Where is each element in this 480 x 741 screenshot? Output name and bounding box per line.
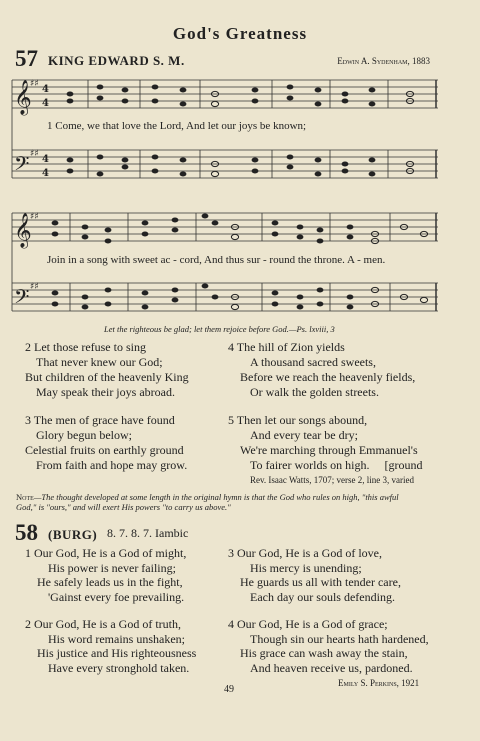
verse-line: But children of the heavenly King [25,370,189,384]
verse-line: Our God, He is a God of grace; [237,617,388,631]
hymn-57-tune: KING EDWARD S. M. [48,53,185,68]
verse-line: Or walk the golden streets. [250,385,379,399]
note-label: Note [16,492,34,502]
svg-text:4: 4 [42,154,49,165]
svg-text:4: 4 [42,168,49,179]
verse-line: From faith and hope may grow. [36,458,188,472]
verse-line: His power is never failing; [48,560,176,575]
verse-line: His justice and His righteousness [37,646,197,660]
verse-number: 4 [228,340,234,354]
hymn-58-tune: (BURG) [48,527,98,542]
verse-line: May speak their joys abroad. [36,385,175,399]
svg-text:4: 4 [42,84,49,95]
hymn-58-verses [0,546,480,686]
hymn-57-scripture: Let the righteous be glad; let them rejoice before God.—Ps. lxviii, 3 [104,324,335,334]
page-number: 49 [224,684,234,695]
verse-line: Though sin our hearts hath hardened, [250,631,429,646]
verse-line: That never knew our God; [36,355,163,369]
verse-number: 2 [25,340,31,354]
verse-number: 1 [25,546,31,560]
verse-line: Glory begun below; [36,428,132,442]
verse-2 [25,617,196,675]
verse-line: The hill of Zion yields [236,340,345,354]
verse-line: And heaven receive us, pardoned. [250,660,413,675]
hymn-58-author: Emily S. Perkins, 1921 [338,678,420,688]
svg-text:𝄢: 𝄢 [14,152,30,180]
hymn-58-meter: 8. 7. 8. 7. Iambic [107,526,189,540]
verse-1 [25,546,186,604]
verse-2 [25,340,189,400]
verse-number: 5 [228,413,234,427]
hymn-57-lyric-line-1: 1 Come, we that love the Lord, And let our joys be known; [47,120,307,132]
hymn-58-number: 58 [15,520,38,545]
verse-line: His grace can wash away the stain, [240,646,408,660]
verse-line: And every tear be dry; [250,428,358,442]
verse-line: He safely leads us in the fight, [37,575,183,589]
hymn-57-note [16,492,399,512]
svg-text:♯♯: ♯♯ [30,212,39,222]
verse-line: Before we reach the heavenly fields, [240,370,416,384]
svg-text:4: 4 [42,98,49,109]
svg-text:𝄞: 𝄞 [14,213,32,248]
verse-4 [228,617,429,675]
verse-line: His word remains unshaken; [48,631,185,646]
hymn-57-lyric-line-2: Join in a song with sweet ac - cord, And thus sur - round the throne. A - men. [47,254,386,266]
note-text: —The thought developed at some length in the original hymn is that the God who rules on high, "this awful [33,492,399,502]
verse-line: Celestial fruits on earthly ground [25,443,184,457]
svg-text:♯♯: ♯♯ [30,282,39,292]
verse-line: Our God, He is a God of might, [34,546,187,560]
verse-line: Have every stronghold taken. [48,660,190,675]
svg-text:♯♯: ♯♯ [30,79,39,89]
verse-line: His mercy is unending; [250,560,362,575]
verse-number: 3 [25,413,31,427]
svg-text:𝄢: 𝄢 [14,285,30,313]
verse-5 [228,413,422,473]
svg-text:♯♯: ♯♯ [30,149,39,159]
verse-line: To fairer worlds on high. [250,458,370,472]
verse-number: 4 [228,617,234,631]
verse-line: Our God, He is a God of love, [237,546,382,560]
verse-3 [228,546,401,604]
verse-4 [228,340,415,400]
note-text: God," is "ours," and will exert His powers "to carry us above." [16,502,231,512]
verse-line: Let those refuse to sing [34,340,146,354]
verse-carry-over: [ground [384,458,423,472]
hymn-57-verses [0,340,480,480]
verse-line: He guards us all with tender care, [240,575,401,589]
verse-number: 2 [25,617,31,631]
verse-line: Then let our songs abound, [236,413,368,427]
svg-text:𝄞: 𝄞 [14,80,32,115]
verse-line: Our God, He is a God of truth, [34,617,181,631]
verse-3 [25,413,187,473]
verse-line: Each day our souls defending. [250,589,395,604]
section-title: God's Greatness [172,24,308,43]
verse-number: 3 [228,546,234,560]
verse-line: The men of grace have found [33,413,175,427]
verse-line: A thousand sacred sweets, [250,355,376,369]
hymn-57-number: 57 [15,46,38,71]
verse-line: We're marching through Emmanuel's [240,443,418,457]
hymn-57-attribution: Rev. Isaac Watts, 1707; verse 2, line 3, varied [250,475,414,485]
verse-line: 'Gainst every foe prevailing. [48,589,185,604]
hymn-57-composer: Edwin A. Sydenham, 1883 [337,56,430,66]
